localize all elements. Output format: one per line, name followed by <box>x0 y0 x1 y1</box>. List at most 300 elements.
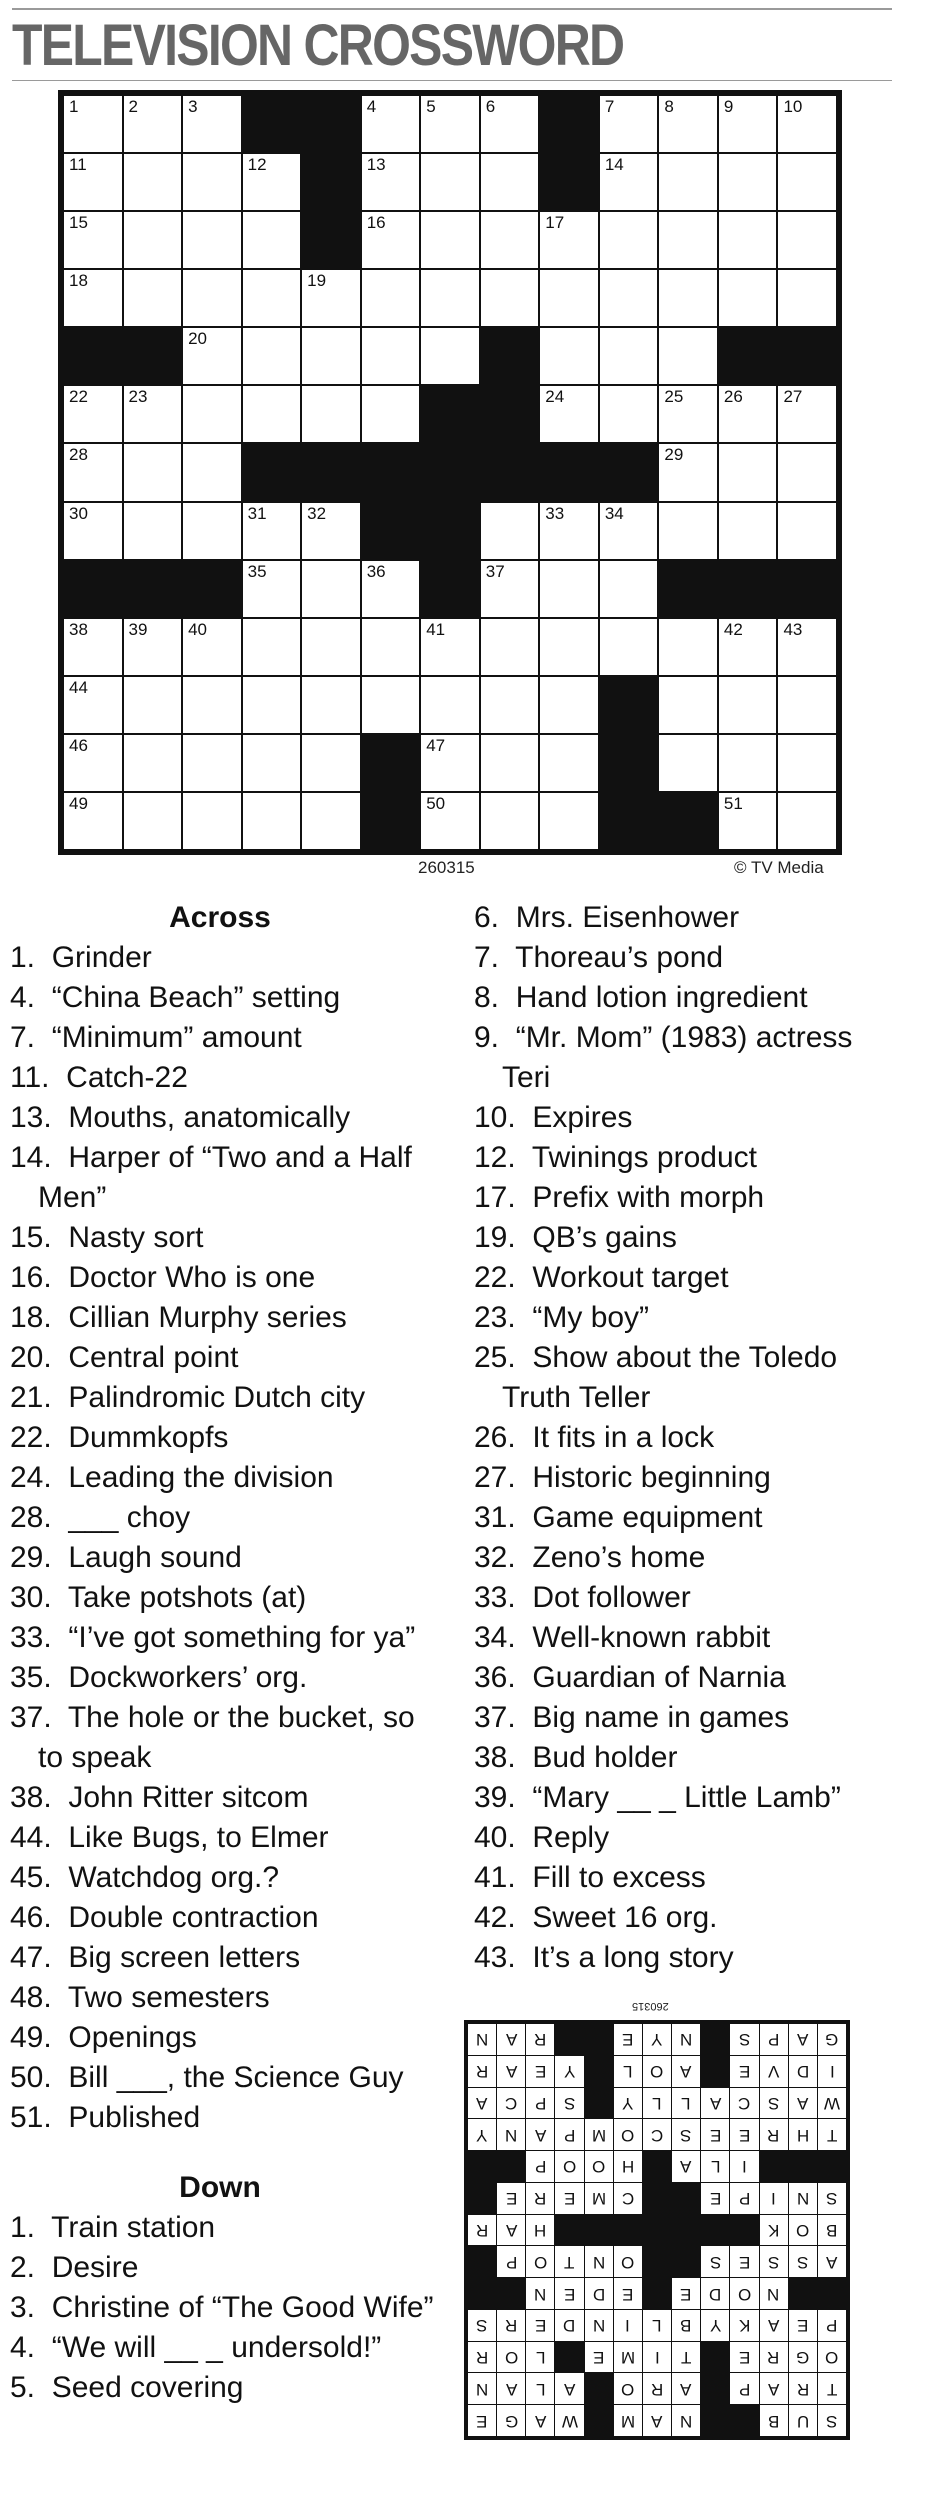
clue-text: It’s a long story <box>532 1941 734 1974</box>
answer-letter: G <box>825 2030 839 2050</box>
answer-letter: A <box>680 2379 692 2399</box>
answer-letter: R <box>796 2379 809 2399</box>
answer-cell <box>585 2310 613 2341</box>
answer-cell <box>818 2056 846 2087</box>
grid-cell <box>183 270 241 326</box>
clue-item <box>464 1818 904 1858</box>
answer-letter: B <box>826 2220 838 2240</box>
grid-cell <box>481 677 539 733</box>
clue-item <box>0 2018 440 2058</box>
answer-cell <box>730 2278 758 2309</box>
grid-cell <box>183 386 241 442</box>
answer-cell <box>789 2088 817 2119</box>
answer-cell <box>818 2215 846 2246</box>
cell-number: 26 <box>723 387 743 407</box>
cell-number: 40 <box>188 619 207 639</box>
clue-text: Bud holder <box>532 1741 678 1774</box>
grid-cell <box>540 270 598 326</box>
grid-cell <box>302 677 360 733</box>
answer-letter: Y <box>476 2125 488 2145</box>
answer-letter: E <box>709 2125 721 2145</box>
cell-number: 13 <box>366 155 386 175</box>
clue-item <box>464 1858 904 1898</box>
grid-cell <box>481 154 539 210</box>
answer-letter: A <box>680 2157 692 2177</box>
cell-number: 15 <box>69 213 88 233</box>
grid-cell <box>600 212 658 268</box>
answer-cell <box>730 2342 758 2373</box>
answer-letter: N <box>534 2284 547 2304</box>
answer-letter: I <box>829 2062 835 2082</box>
answer-letter: D <box>709 2284 722 2304</box>
grid-cell <box>421 212 479 268</box>
grid-cell <box>302 561 360 617</box>
clue-text: Published <box>68 2101 201 2134</box>
cell-number: 25 <box>664 387 684 407</box>
answer-cell <box>526 2183 554 2214</box>
grid-cell <box>719 386 777 442</box>
grid-cell <box>481 561 539 617</box>
answer-letter: R <box>475 2348 489 2368</box>
clue-item <box>464 1498 904 1538</box>
clue-number: 45. <box>10 1861 69 1894</box>
grid-cell <box>719 619 777 675</box>
grid-cell <box>659 212 717 268</box>
answer-cell <box>672 2310 700 2341</box>
grid-cell <box>778 386 836 442</box>
cell-number: 29 <box>664 445 684 465</box>
clue-text: Dockworkers’ org. <box>68 1661 308 1694</box>
clue-text: Laugh sound <box>68 1541 242 1574</box>
answer-letter: W <box>561 2411 578 2431</box>
answer-letter: P <box>534 2157 547 2177</box>
clue-number: 42. <box>474 1901 533 1934</box>
clue-text: Dot follower <box>532 1581 691 1614</box>
grid-cell <box>659 444 717 500</box>
grid-cell <box>183 328 241 384</box>
answer-letter: R <box>767 2125 780 2145</box>
answer-cell <box>643 2310 671 2341</box>
grid-cell <box>421 677 479 733</box>
answer-letter: E <box>534 2316 547 2336</box>
answer-cell <box>585 2246 613 2277</box>
grid-cell <box>540 793 598 849</box>
answer-letter: P <box>738 2379 751 2399</box>
cell-number: 31 <box>247 503 267 523</box>
clue-text: Take potshots (at) <box>67 1581 307 1614</box>
clue-number: 37. <box>474 1701 533 1734</box>
clue-text: Thoreau’s pond <box>515 941 724 974</box>
clue-number: 23. <box>474 1301 533 1334</box>
answer-cell <box>672 2151 700 2182</box>
grid-cell <box>64 503 122 559</box>
answer-letter: G <box>796 2348 810 2368</box>
answer-cell <box>468 2119 496 2150</box>
answer-cell <box>818 2246 846 2277</box>
answer-cell <box>730 2088 758 2119</box>
answer-letter: O <box>825 2348 839 2368</box>
clue-text: QB’s gains <box>532 1221 677 1254</box>
cell-number: 34 <box>604 503 624 523</box>
grid-cell <box>183 735 241 791</box>
answer-cell <box>818 2024 846 2055</box>
answer-cell <box>789 2310 817 2341</box>
copyright: © TV Media <box>734 858 824 877</box>
answer-letter: R <box>650 2379 664 2399</box>
clue-item <box>0 1098 440 1138</box>
clue-number: 26. <box>474 1421 533 1454</box>
answer-cell <box>497 2342 525 2373</box>
answer-grid <box>464 2020 850 2440</box>
grid-cell <box>659 503 717 559</box>
clue-text: Prefix with morph <box>532 1181 765 1214</box>
answer-cell <box>526 2405 554 2436</box>
answer-letter: G <box>504 2411 518 2431</box>
answer-cell <box>818 2183 846 2214</box>
answer-letter: P <box>505 2252 517 2272</box>
answer-cell <box>468 2342 496 2373</box>
clue-item <box>0 1338 440 1378</box>
clue-number: 17. <box>474 1181 533 1214</box>
clue-text: Well-known rabbit <box>532 1621 771 1654</box>
answer-letter: S <box>826 2189 838 2209</box>
grid-cell <box>64 444 122 500</box>
clue-number: 33. <box>10 1621 69 1654</box>
clue-item <box>0 1698 440 1778</box>
answer-letter: E <box>505 2189 517 2209</box>
answer-cell <box>730 2024 758 2055</box>
header-bottom-rule <box>12 80 892 81</box>
answer-letter: E <box>534 2062 547 2082</box>
clue-item <box>0 978 440 1018</box>
answer-letter: Y <box>709 2316 721 2336</box>
answer-letter: M <box>620 2411 635 2431</box>
clue-item <box>0 1218 440 1258</box>
clue-text: Harper of “Two and a Half Men” <box>38 1141 412 1214</box>
grid-cell <box>243 793 301 849</box>
clue-item <box>0 2208 440 2248</box>
answer-letter: P <box>738 2189 751 2209</box>
cell-number: 43 <box>783 619 803 639</box>
answer-letter: V <box>767 2062 780 2082</box>
grid-cell <box>421 735 479 791</box>
grid-cell <box>540 503 598 559</box>
answer-letter: M <box>620 2348 635 2368</box>
answer-letter: H <box>534 2220 547 2240</box>
clue-number: 2. <box>10 2251 52 2284</box>
clue-number: 41. <box>474 1861 533 1894</box>
cell-number: 35 <box>247 561 267 581</box>
cell-number: 10 <box>783 97 803 116</box>
answer-cell <box>760 2278 788 2309</box>
answer-letter: S <box>476 2316 488 2336</box>
answer-cell <box>468 2215 496 2246</box>
answer-letter: L <box>710 2157 721 2177</box>
grid-cell <box>778 619 836 675</box>
answer-cell <box>730 2183 758 2214</box>
clue-text: “I’ve got something for ya” <box>68 1621 416 1654</box>
answer-cell <box>526 2215 554 2246</box>
answer-letter: D <box>796 2062 809 2082</box>
answer-cell <box>468 2405 496 2436</box>
down-clues-col2 <box>464 898 904 1978</box>
answer-letter: O <box>592 2157 606 2177</box>
answer-cell <box>789 2342 817 2373</box>
answer-letter: N <box>505 2125 518 2145</box>
clue-text: Historic beginning <box>532 1461 771 1494</box>
clue-item <box>0 1778 440 1818</box>
answer-letter: M <box>591 2125 606 2145</box>
grid-cell <box>243 154 301 210</box>
answer-letter: A <box>651 2411 663 2431</box>
answer-cell <box>789 2215 817 2246</box>
answer-cell <box>760 2088 788 2119</box>
clue-number: 38. <box>474 1741 533 1774</box>
grid-cell <box>302 793 360 849</box>
grid-cell <box>243 386 301 442</box>
answer-cell <box>701 2151 729 2182</box>
grid-cell <box>778 154 836 210</box>
grid-cell <box>124 96 182 152</box>
clue-number: 14. <box>10 1141 69 1174</box>
clue-item <box>464 938 904 978</box>
clue-item <box>0 1578 440 1618</box>
answer-cell <box>730 2246 758 2277</box>
grid-cell <box>302 503 360 559</box>
grid-cell <box>64 793 122 849</box>
grid-cell <box>481 503 539 559</box>
grid-cell <box>64 735 122 791</box>
header-top-rule <box>12 8 892 10</box>
cell-number: 28 <box>69 445 88 465</box>
cell-number: 8 <box>664 97 674 116</box>
cell-number: 18 <box>69 271 88 291</box>
answer-letter: A <box>767 2379 780 2399</box>
answer-letter: U <box>796 2411 809 2431</box>
clue-item <box>464 1098 904 1138</box>
cell-number: 42 <box>723 619 743 639</box>
answer-cell <box>701 2310 729 2341</box>
grid-cell <box>659 677 717 733</box>
answer-cell <box>614 2024 642 2055</box>
grid-cell <box>421 270 479 326</box>
clue-text: Sweet 16 org. <box>532 1901 718 1934</box>
answer-letter: L <box>623 2062 633 2082</box>
clue-item <box>0 2098 440 2138</box>
clue-number: 35. <box>10 1661 69 1694</box>
answer-letter: L <box>681 2093 691 2113</box>
cell-number: 27 <box>783 387 803 407</box>
clue-text: Mrs. Eisenhower <box>515 901 740 934</box>
answer-cell <box>614 2056 642 2087</box>
clue-number: 9. <box>474 1021 516 1054</box>
answer-cell <box>672 2405 700 2436</box>
answer-letter: A <box>826 2252 838 2272</box>
answer-letter: A <box>767 2316 780 2336</box>
answer-letter: A <box>680 2062 692 2082</box>
grid-cell <box>64 154 122 210</box>
answer-cell <box>497 2088 525 2119</box>
answer-cell <box>730 2151 758 2182</box>
clue-number: 50. <box>10 2061 69 2094</box>
clue-item <box>0 1298 440 1338</box>
grid-cell <box>421 154 479 210</box>
grid-cell <box>183 619 241 675</box>
grid-cell <box>540 561 598 617</box>
clue-item <box>464 1458 904 1498</box>
cell-number: 47 <box>426 735 446 755</box>
answer-cell <box>497 2215 525 2246</box>
clue-number: 44. <box>10 1821 69 1854</box>
answer-cell <box>643 2056 671 2087</box>
answer-cell <box>672 2119 700 2150</box>
grid-cell <box>362 386 420 442</box>
clue-text: Train station <box>51 2211 216 2244</box>
clue-text: It fits in a lock <box>532 1421 715 1454</box>
answer-cell <box>643 2024 671 2055</box>
clue-text: Show about the Toledo Truth Teller <box>502 1341 838 1414</box>
answer-letter: C <box>650 2125 664 2145</box>
answer-letter: O <box>504 2348 518 2368</box>
grid-cell <box>183 677 241 733</box>
answer-cell <box>555 2278 583 2309</box>
answer-cell <box>789 2246 817 2277</box>
answer-cell <box>730 2119 758 2150</box>
answer-cell <box>468 2310 496 2341</box>
page-title: TELEVISION CROSSWORD <box>12 13 624 78</box>
cell-number: 33 <box>545 503 565 523</box>
answer-cell <box>701 2183 729 2214</box>
answer-cell <box>672 2278 700 2309</box>
answer-cell <box>526 2342 554 2373</box>
grid-cell <box>719 503 777 559</box>
clue-number: 15. <box>10 1221 69 1254</box>
answer-cell <box>614 2278 642 2309</box>
grid-cell <box>183 154 241 210</box>
clue-item <box>0 1858 440 1898</box>
grid-cell <box>600 154 658 210</box>
clue-number: 37. <box>10 1701 68 1734</box>
grid-cell <box>481 619 539 675</box>
grid-cell <box>183 793 241 849</box>
clue-number: 34. <box>474 1621 533 1654</box>
answer-cell <box>789 2024 817 2055</box>
down-clues-col1 <box>0 2168 440 2408</box>
clue-text: The hole or the bucket, so to speak <box>38 1701 415 1774</box>
answer-letter: A <box>797 2030 809 2050</box>
answer-cell <box>789 2183 817 2214</box>
answer-letter: R <box>534 2189 547 2209</box>
answer-letter: O <box>796 2220 810 2240</box>
answer-cell <box>468 2373 496 2404</box>
clue-item <box>464 1698 904 1738</box>
clue-item <box>0 2368 440 2408</box>
cell-number: 41 <box>426 619 446 639</box>
clue-text: “Minimum” amount <box>51 1021 302 1054</box>
cell-number: 46 <box>69 735 88 755</box>
grid-cell <box>719 96 777 152</box>
answer-cell <box>468 2088 496 2119</box>
clue-number: 47. <box>10 1941 69 1974</box>
clue-text: Bill ___, the Science Guy <box>68 2061 404 2094</box>
grid-cell <box>421 619 479 675</box>
clue-item <box>464 1778 904 1818</box>
answer-letter: A <box>797 2093 809 2113</box>
answer-cell <box>760 2373 788 2404</box>
clue-item <box>464 1338 904 1418</box>
clue-text: “China Beach” setting <box>51 981 341 1014</box>
grid-cell <box>778 503 836 559</box>
grid-cell <box>64 96 122 152</box>
answer-cell <box>643 2342 671 2373</box>
grid-cell <box>124 386 182 442</box>
clue-number: 21. <box>10 1381 69 1414</box>
answer-key <box>464 2000 850 2440</box>
answer-letter: A <box>563 2379 576 2399</box>
answer-letter: N <box>679 2030 693 2050</box>
answer-cell <box>760 2119 788 2150</box>
clue-number: 10. <box>474 1101 533 1134</box>
clue-text: “Mr. Mom” (1983) actress Teri <box>502 1021 853 1094</box>
answer-cell <box>585 2119 613 2150</box>
answer-cell <box>701 2278 729 2309</box>
answer-cell <box>555 2088 583 2119</box>
grid-cell <box>124 735 182 791</box>
answer-cell <box>789 2119 817 2150</box>
grid-cell <box>362 328 420 384</box>
clue-text: “Mary __ _ Little Lamb” <box>532 1781 841 1814</box>
clue-item <box>464 978 904 1018</box>
clue-text: Openings <box>68 2021 197 2054</box>
answer-letter: I <box>742 2157 747 2177</box>
grid-cell <box>64 270 122 326</box>
grid-cell <box>362 212 420 268</box>
answer-cell <box>555 2183 583 2214</box>
answer-letter: R <box>475 2062 489 2082</box>
answer-letter: E <box>797 2316 809 2336</box>
answer-letter: Y <box>622 2093 634 2113</box>
clue-text: “We will __ _ undersold!” <box>51 2331 382 2364</box>
clue-item <box>464 898 904 938</box>
cell-number: 44 <box>69 677 88 697</box>
answer-letter: C <box>738 2093 751 2113</box>
clue-number: 18. <box>10 1301 69 1334</box>
across-heading: Across <box>169 901 271 934</box>
clue-text: Central point <box>68 1341 239 1374</box>
answer-cell <box>526 2246 554 2277</box>
grid-cell <box>124 444 182 500</box>
answer-letter: R <box>534 2030 547 2050</box>
answer-letter: O <box>650 2062 664 2082</box>
grid-cell <box>778 735 836 791</box>
answer-cell <box>643 2119 671 2150</box>
clue-number: 25. <box>474 1341 533 1374</box>
clue-item <box>464 1218 904 1258</box>
clue-item <box>0 1538 440 1578</box>
clue-text: Dummkopfs <box>68 1421 229 1454</box>
clue-text: Game equipment <box>532 1501 763 1534</box>
grid-cell <box>600 328 658 384</box>
answer-cell <box>614 2246 642 2277</box>
cell-number: 5 <box>426 97 436 116</box>
answer-cell <box>818 2373 846 2404</box>
answer-letter: O <box>533 2252 547 2272</box>
clue-text: Leading the division <box>68 1461 334 1494</box>
cell-number: 19 <box>307 271 327 291</box>
answer-letter: S <box>767 2252 780 2272</box>
clue-number: 36. <box>474 1661 533 1694</box>
answer-puzzle-id: 260315 <box>632 2000 669 2012</box>
